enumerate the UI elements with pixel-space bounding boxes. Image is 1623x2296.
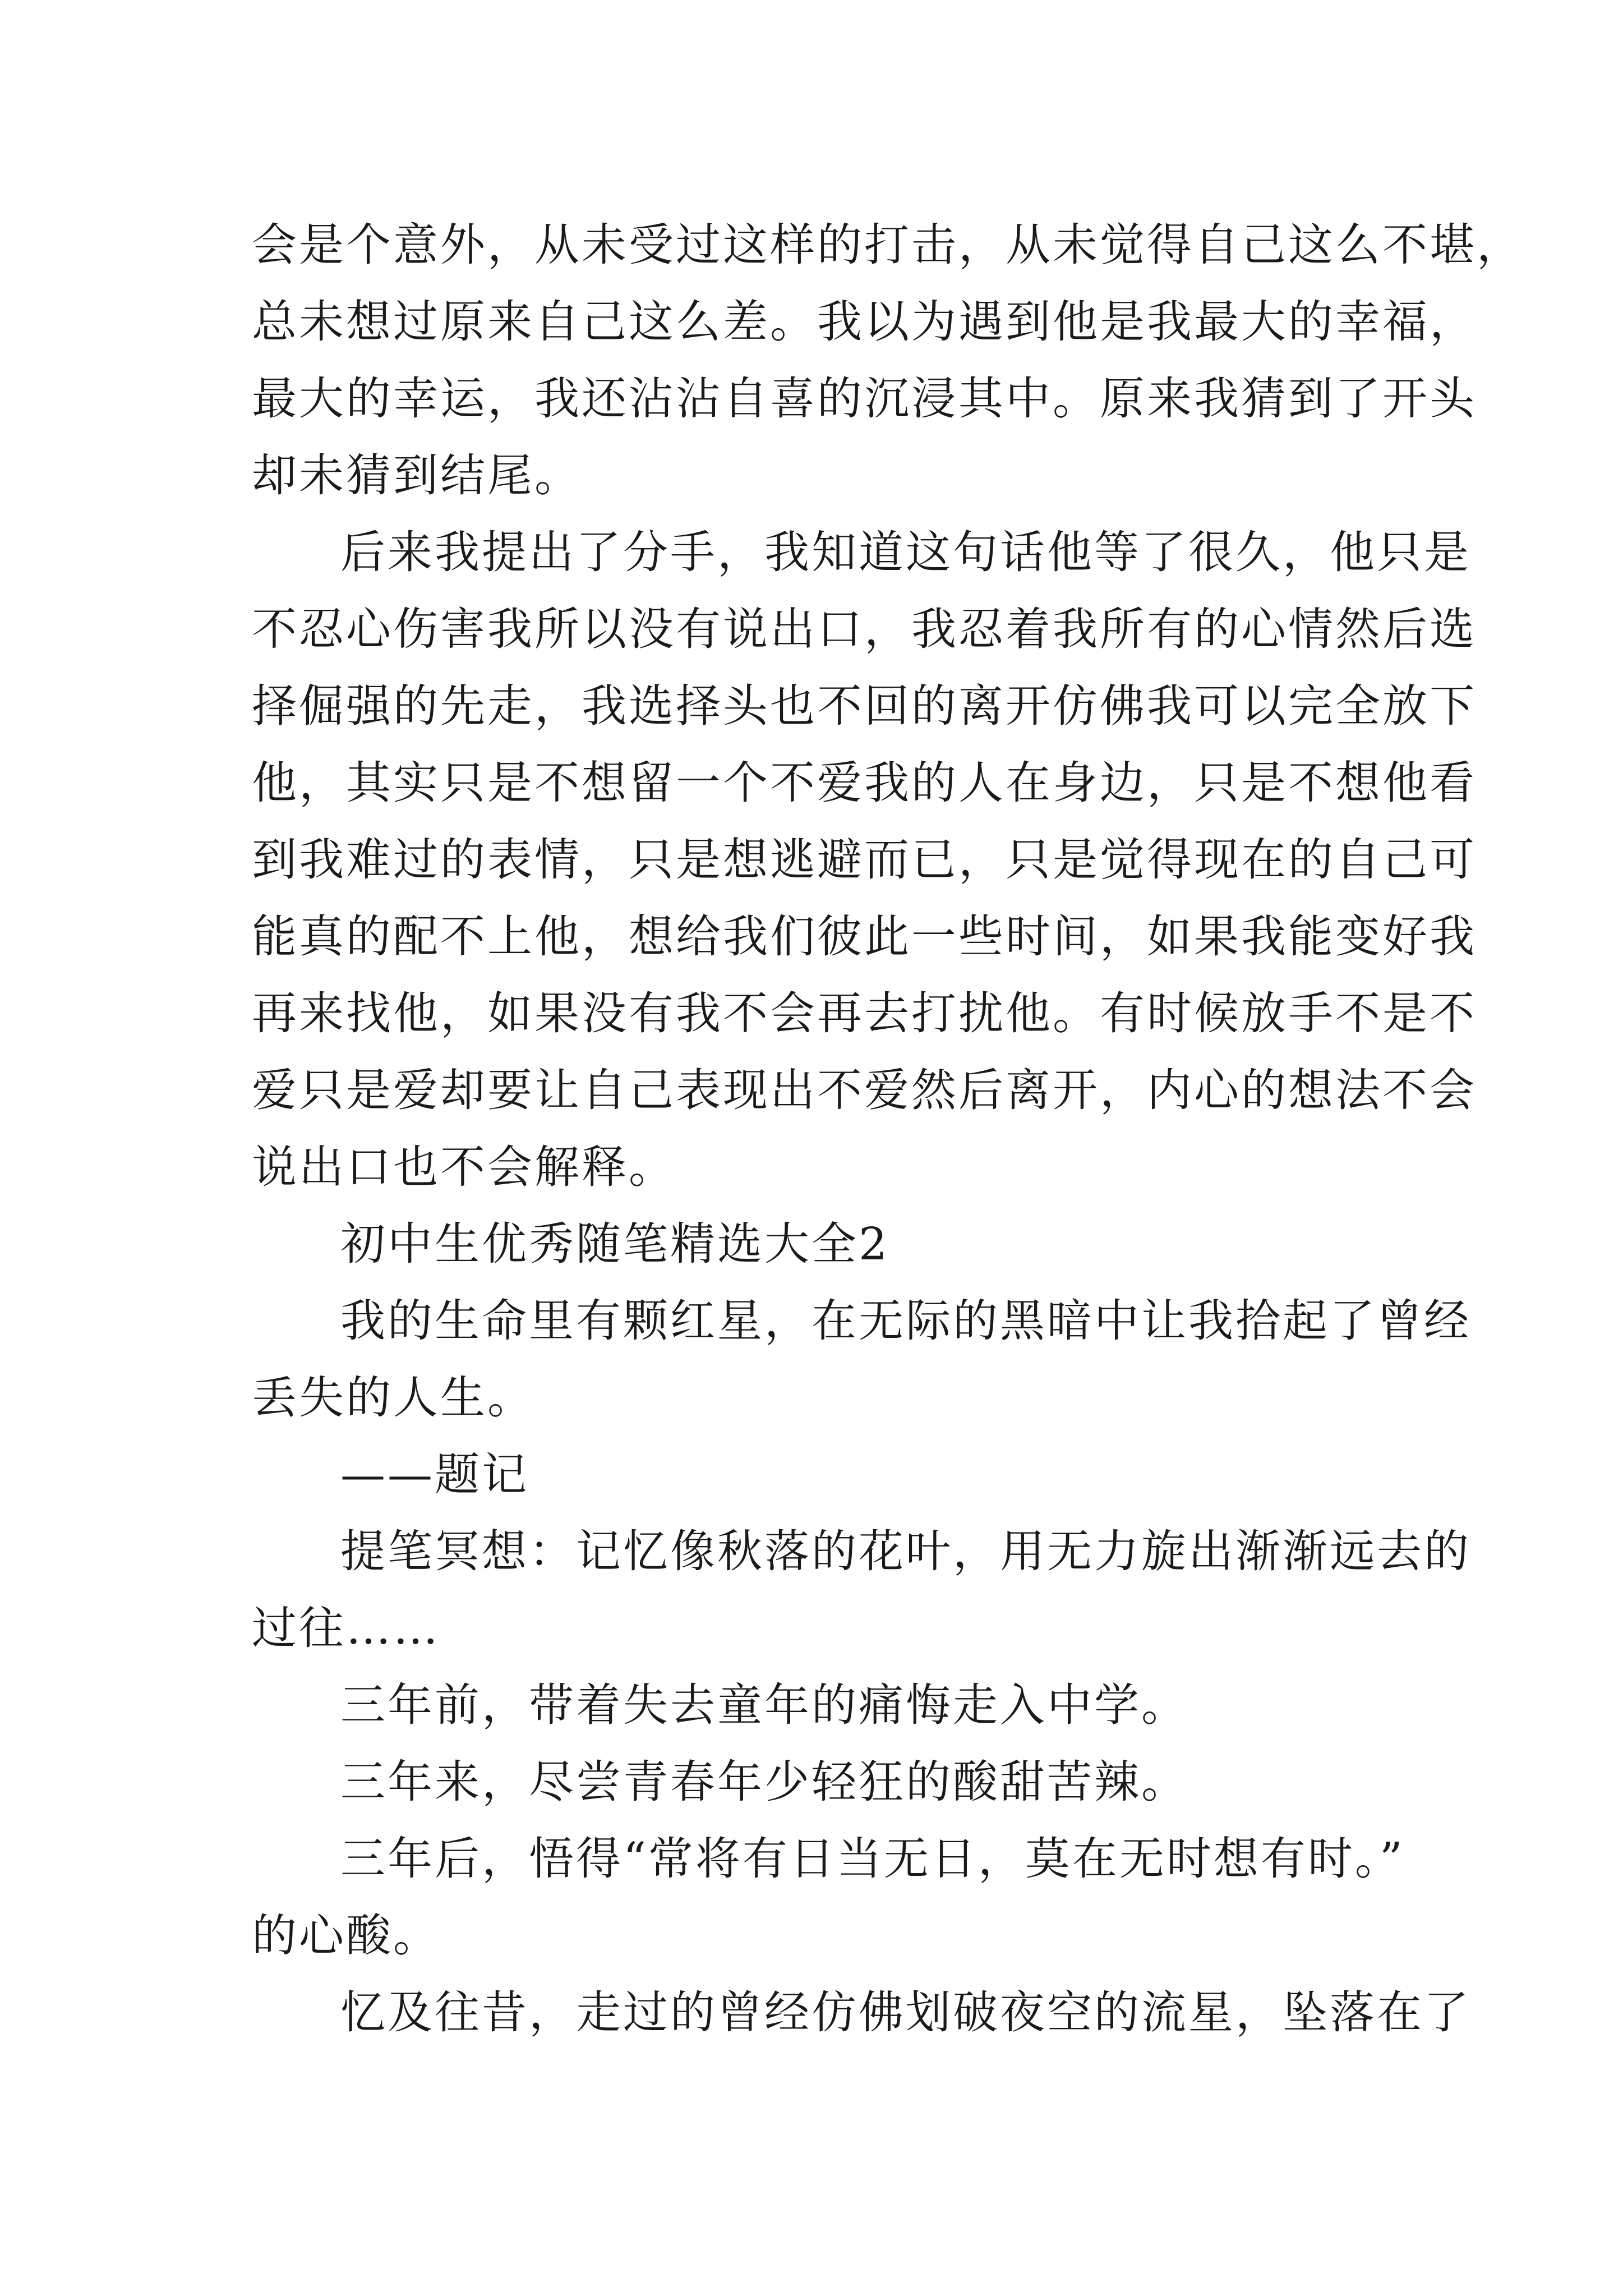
text-line: 却未猜到结尾。 (252, 449, 582, 501)
text-line: 爱只是爱却要让自己表现出不爱然后离开，内心的想法不会 (252, 1064, 1477, 1116)
text-line: 说出口也不会解释。 (252, 1141, 676, 1193)
text-line: 的心酸。 (252, 1910, 440, 1962)
text-line: 总未想过原来自己这么差。我以为遇到他是我最大的幸福， (252, 296, 1477, 348)
paragraph-start: 三年后，悟得“常将有日当无日，莫在无时想有时。” (340, 1833, 1405, 1885)
paragraph-start: 三年来，尽尝青春年少轻狂的酸甜苦辣。 (340, 1756, 1188, 1808)
text-line: 会是个意外，从未受过这样的打击，从未觉得自己这么不堪， (252, 219, 1524, 271)
paragraph-start: 忆及往昔，走过的曾经仿佛划破夜空的流星，坠落在了 (340, 1986, 1471, 2039)
text-line: 过往…… (252, 1602, 440, 1654)
section-heading: 初中生优秀随笔精选大全2 (340, 1218, 889, 1270)
text-line: 他，其实只是不想留一个不爱我的人在身边，只是不想他看 (252, 757, 1477, 809)
text-line: 丢失的人生。 (252, 1372, 534, 1424)
text-line: 最大的幸运，我还沾沾自喜的沉浸其中。原来我猜到了开头 (252, 372, 1477, 425)
paragraph-start: 后来我提出了分手，我知道这句话他等了很久，他只是 (340, 526, 1471, 578)
paragraph-start: 我的生命里有颗红星，在无际的黑暗中让我拾起了曾经 (340, 1295, 1471, 1347)
text-line: 能真的配不上他，想给我们彼此一些时间，如果我能变好我 (252, 910, 1477, 963)
paragraph-start: 三年前，带着失去童年的痛悔走入中学。 (340, 1679, 1188, 1731)
text-line: 到我难过的表情，只是想逃避而已，只是觉得现在的自己可 (252, 834, 1477, 886)
epigraph-attribution: ——题记 (340, 1448, 529, 1501)
paragraph-start: 提笔冥想：记忆像秋落的花叶，用无力旋出渐渐远去的 (340, 1525, 1471, 1577)
text-line: 择倔强的先走，我选择头也不回的离开仿佛我可以完全放下 (252, 680, 1477, 732)
text-line: 再来找他，如果没有我不会再去打扰他。有时候放手不是不 (252, 987, 1477, 1039)
text-line: 不忍心伤害我所以没有说出口，我忍着我所有的心情然后选 (252, 603, 1477, 655)
